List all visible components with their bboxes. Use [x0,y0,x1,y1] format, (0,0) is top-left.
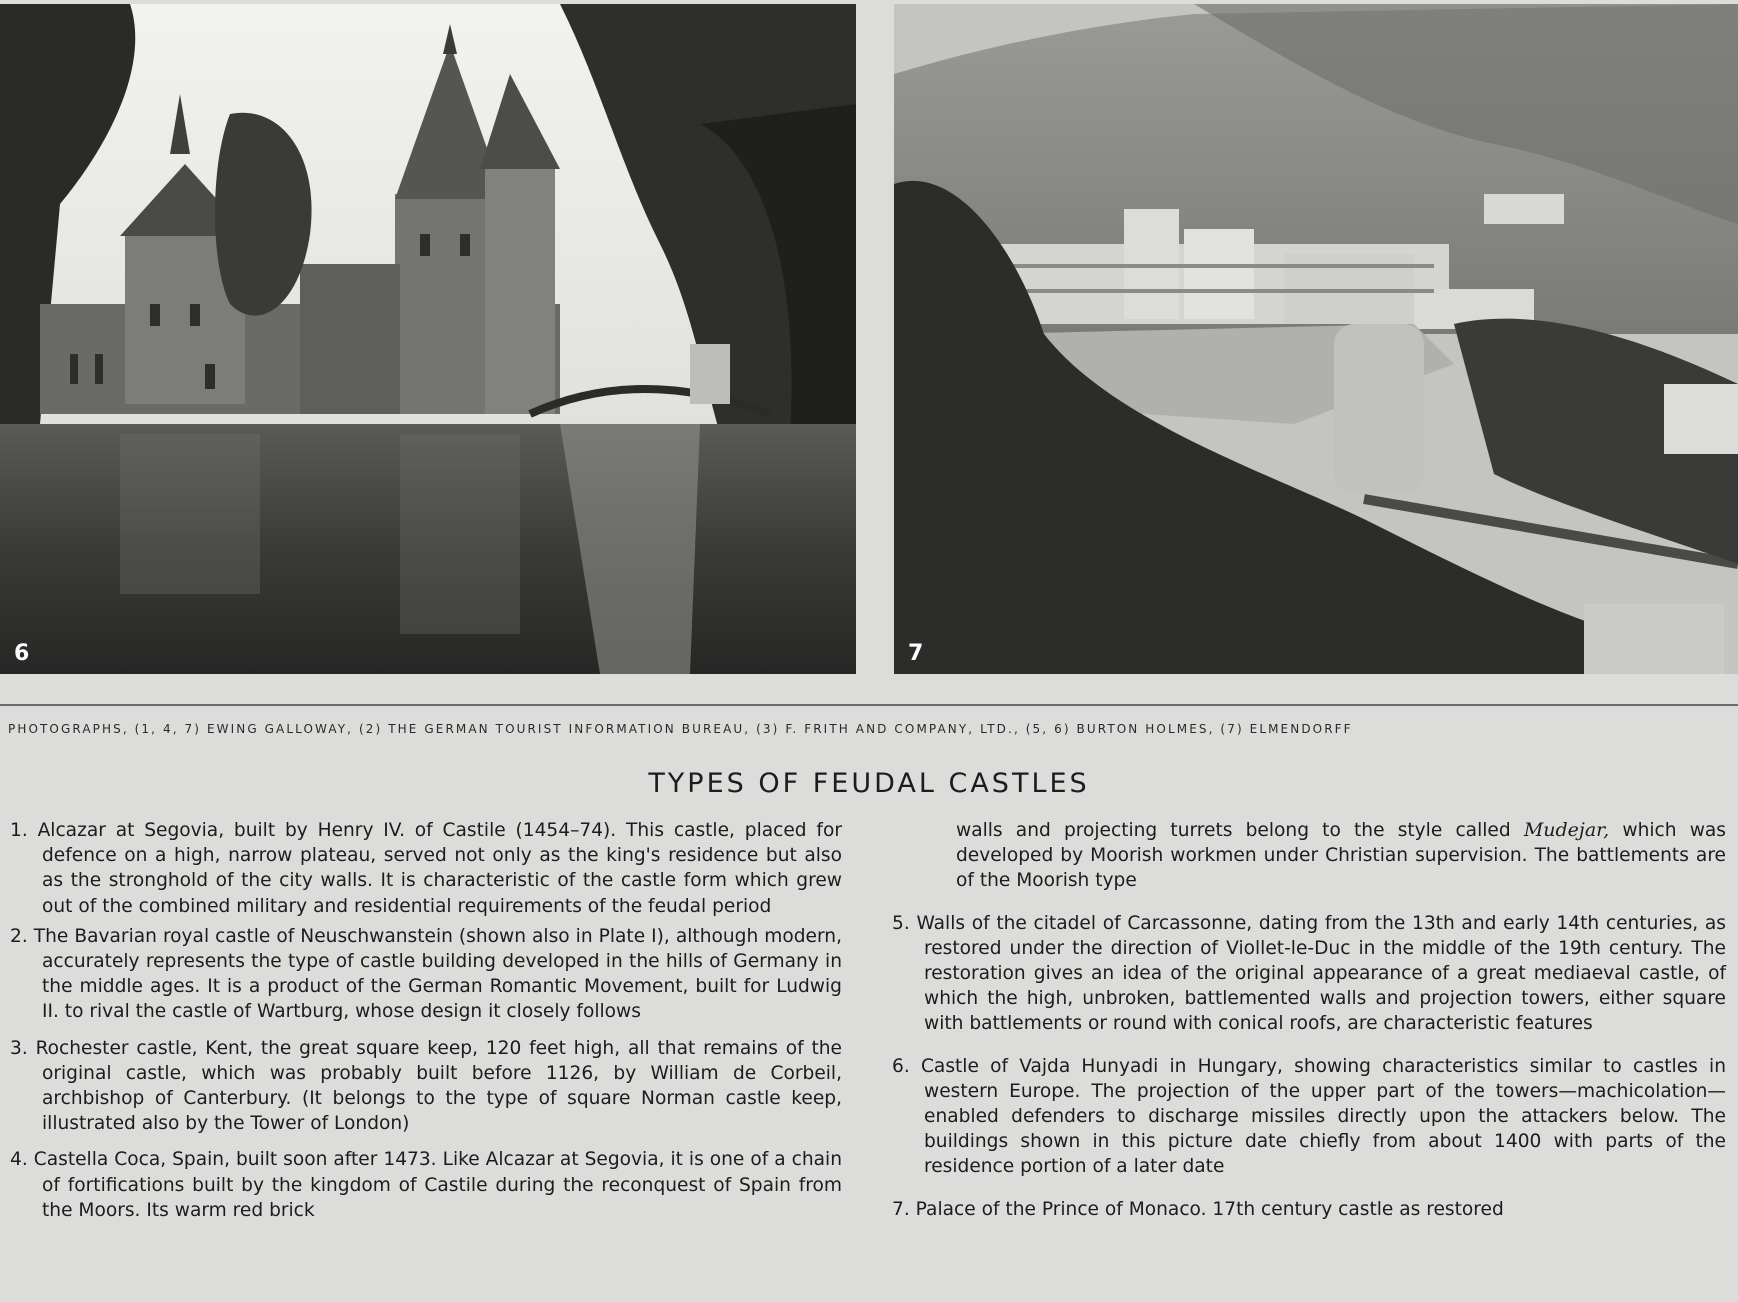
entry-text: Alcazar at Segovia, built by Henry IV. of Castile (1454–74). This castle, placed for defence on a high, narrow plateau, served not only as the king's residence but also as the stronghold of the city walls. It is characteristic of the castle form which grew out of the combined military and residential requirements of the feudal period [37,820,842,917]
entry-text: Castle of Vajda Hunyadi in Hungary, showing characteristics similar to castles in western Europe. The projection of the upper part of the towers—machicolation—enabled defenders to discharge missiles directly upon the attackers below. The buildings shown in this picture date chiefly from about 1400 with parts of the residence portion of a later date [920,1055,1726,1178]
caption-entry-7 [892,1197,1726,1222]
caption-entry-4 [10,1147,842,1223]
entry-number: 1. [10,820,28,841]
photo-number: 6 [14,641,30,666]
entry-italic-term: Mudejar, [1523,819,1610,841]
photo-castle-vajda-hunyadi [0,4,856,674]
caption-entry-3 [10,1036,842,1137]
caption-entry-2 [10,924,842,1025]
caption-entry-5 [892,911,1726,1037]
caption-entry-1 [10,818,842,919]
entry-number: 2. [10,925,28,947]
entry-text: which was developed by Moorish workmen under Christian supervision. The battlements are of the Moorish type [956,820,1726,892]
monaco-palace-image [894,4,1738,674]
entry-number: 4. [10,1149,28,1171]
entry-number: 6. [892,1055,910,1077]
caption-column-right [892,818,1726,1222]
castle-lake-image [0,4,856,674]
caption-entry-6 [892,1054,1726,1180]
entry-number: 5. [892,912,910,934]
entry-number: 7. [892,1198,910,1220]
page-title: TYPES OF FEUDAL CASTLES [648,768,1090,799]
photo-credits: PHOTOGRAPHS, (1, 4, 7) EWING GALLOWAY, (2) THE GERMAN TOURIST INFORMATION BUREAU, (3) F. FRITH AND COMPANY, LTD., (5, 6) BURTON HOLMES, (7) ELMENDORFF [8,722,1353,736]
caption-entry-4-continued [892,818,1726,894]
entry-text: The Bavarian royal castle of Neuschwanstein (shown also in Plate I), although modern, accurately represents the type of castle building developed in the hills of Germany in the middle ages. It is a product of the German Romantic Movement, built for Ludwig II. to rival the castle of Wartburg, whose design it closely follows [33,925,842,1023]
photo-palace-of-monaco [894,4,1738,674]
entry-text: Castella Coca, Spain, built soon after 1473. Like Alcazar at Segovia, it is one of a chain of fortifications built by the kingdom of Castile during the reconquest of Spain from the Moors. Its warm red brick [33,1149,842,1221]
photo-number: 7 [908,641,924,666]
divider-rule [0,704,1738,706]
entry-text: Palace of the Prince of Monaco. 17th century castle as restored [915,1198,1504,1220]
entry-text: walls and projecting turrets belong to the style called [956,820,1524,841]
entry-number: 3. [10,1037,28,1059]
entry-text: Rochester castle, Kent, the great square keep, 120 feet high, all that remains of the original castle, which was probably built before 1126, by William de Corbeil, archbishop of Canterbury. (It belongs to the type of square Norman castle keep, illustrated also by the Tower of London) [35,1037,842,1135]
entry-text: Walls of the citadel of Carcassonne, dating from the 13th and early 14th centuries, as restored under the direction of Viollet-le-Duc in the middle of the 19th century. The restoration gives an idea of the original appearance of a great mediaeval castle, of which the high, unbroken, battlemented walls and projection towers, either square with battlements or round with conical roofs, are characteristic features [916,912,1726,1035]
caption-column-left [10,818,842,1223]
